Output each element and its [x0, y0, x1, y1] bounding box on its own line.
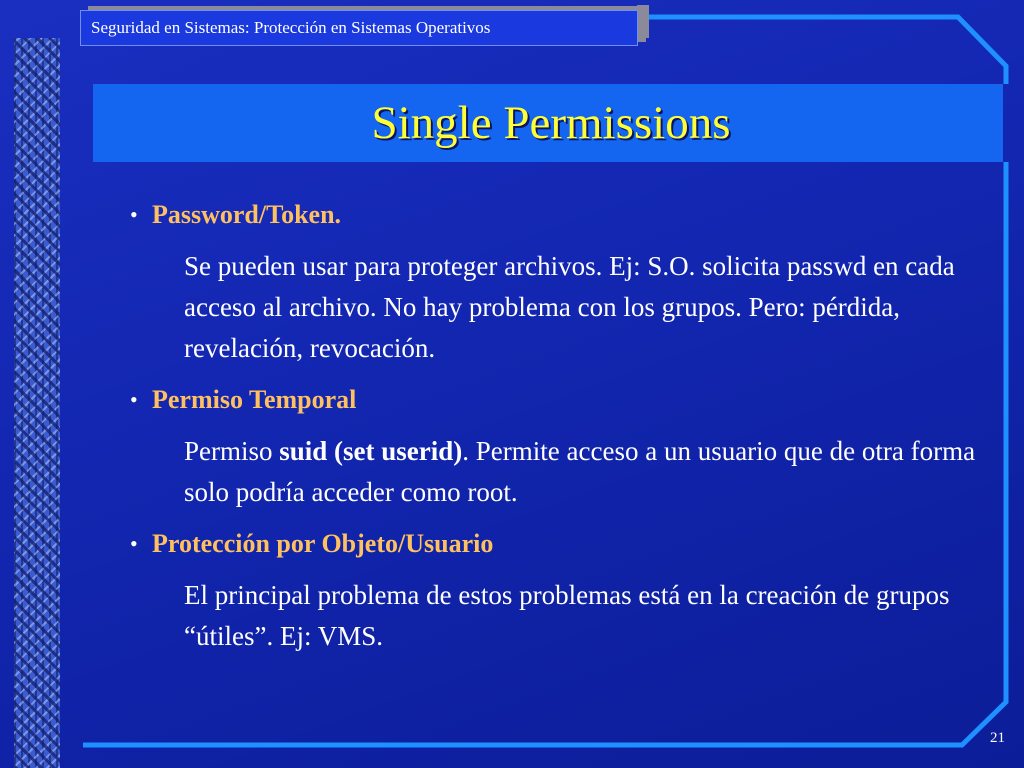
bullet-permiso-temporal [130, 383, 980, 417]
description-bold-term: suid (set userid) [279, 436, 463, 466]
bullet-icon: • [130, 202, 138, 227]
bullet-proteccion-objeto-usuario [130, 527, 980, 561]
slide-content [130, 198, 980, 671]
description-text-before: Permiso [184, 436, 280, 466]
bullet-password-token [130, 198, 980, 232]
course-header [80, 10, 638, 46]
bullet-icon: • [130, 531, 138, 556]
course-title: Seguridad en Sistemas: Protección en Sistemas Operativos [91, 18, 491, 37]
slide-title-bar [93, 84, 1003, 162]
slide-title: Single Permissions [371, 97, 731, 149]
bullet-description: Se pueden usar para proteger archivos. Ej: S.O. solicita passwd en cada acceso al archivo. No hay problema con los grupos. Pero: pérdida, revelación, revocación. [184, 251, 955, 363]
page-number: 21 [990, 730, 1005, 746]
bullet-label: Protección por Objeto/Usuario [152, 529, 494, 558]
description-text-after: . Permite acceso a un usuario que de otra forma solo podría acceder como root. [184, 436, 976, 507]
bullet-label: Permiso Temporal [152, 385, 357, 414]
bullet-description: El principal problema de estos problemas está en la creación de grupos “útiles”. Ej: VMS. [184, 580, 950, 651]
bullet-description [184, 431, 980, 513]
bullet-icon: • [130, 387, 138, 412]
bullet-label: Password/Token. [152, 200, 342, 229]
